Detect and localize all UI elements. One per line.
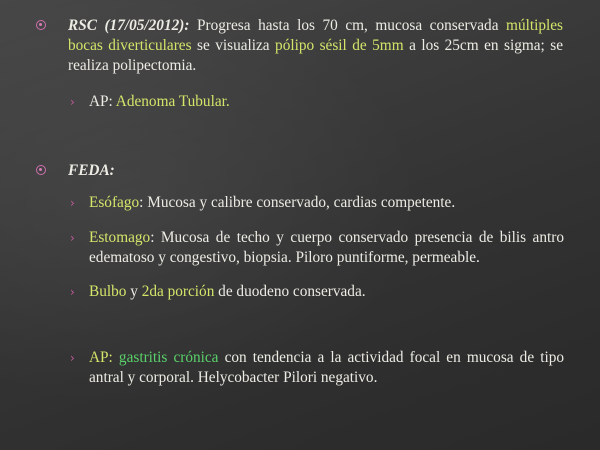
bulbo-text xyxy=(89,282,564,302)
circle-bullet-icon xyxy=(36,165,46,175)
ap2-body: con tendencia a la actividad focal en mucosa de tipo antral y corporal. Helycobacter Pilori negativo. xyxy=(89,349,564,386)
estomago-body: : Mucosa de techo y cuerpo conservado presencia de bilis antro edematoso y congestivo, biopsia. Piloro puntiforme, permeable. xyxy=(89,229,564,266)
chevron-right-icon: › xyxy=(70,285,75,299)
feda-label: FEDA: xyxy=(68,162,115,179)
rsc-text xyxy=(68,16,563,76)
ap2-text xyxy=(89,348,564,388)
sub-ap-gastritis xyxy=(70,348,564,388)
estomago-text xyxy=(89,228,564,268)
sub-bulbo xyxy=(70,282,564,302)
estomago-highlight: Estomago xyxy=(89,229,151,246)
chevron-right-icon: › xyxy=(70,231,75,245)
rsc-highlight-polipo: pólipo sésil de 5mm xyxy=(275,37,404,54)
rsc-label: RSC (17/05/2012): xyxy=(68,17,190,34)
ap1-label: AP: xyxy=(89,93,116,110)
bullet-feda xyxy=(36,161,563,181)
chevron-right-icon: › xyxy=(70,351,75,365)
sub-esofago xyxy=(70,193,564,213)
rsc-text-1: Progresa hasta los 70 cm, mucosa conservada xyxy=(189,17,507,34)
esofago-body: : Mucosa y calibre conservado, cardias competente. xyxy=(139,194,456,211)
bulbo-highlight-2: 2da porción xyxy=(141,283,215,300)
esofago-highlight: Esófago xyxy=(89,194,140,211)
ap1-highlight: Adenoma Tubular. xyxy=(115,93,230,110)
ap2-green-highlight: gastritis crónica xyxy=(118,349,219,366)
sub-ap-adenoma xyxy=(70,92,564,112)
feda-text xyxy=(68,161,563,181)
rsc-highlight-diverticulares: múltiples bocas diverticulares xyxy=(68,17,563,54)
rsc-text-2: se visualiza xyxy=(191,37,276,54)
ap2-label: AP: xyxy=(89,349,113,366)
rsc-text-3: a los 25cm en sigma; se realiza polipectomia. xyxy=(68,37,563,74)
bulbo-text-2: de duodeno conservada. xyxy=(214,283,366,300)
circle-bullet-icon xyxy=(36,20,46,30)
bullet-rsc xyxy=(36,16,563,76)
ap1-text xyxy=(89,92,564,112)
esofago-text xyxy=(89,193,564,213)
sub-estomago xyxy=(70,228,564,268)
bulbo-text-1: y xyxy=(126,283,142,300)
bulbo-highlight: Bulbo xyxy=(89,283,127,300)
chevron-right-icon: › xyxy=(70,95,75,109)
chevron-right-icon: › xyxy=(70,196,75,210)
